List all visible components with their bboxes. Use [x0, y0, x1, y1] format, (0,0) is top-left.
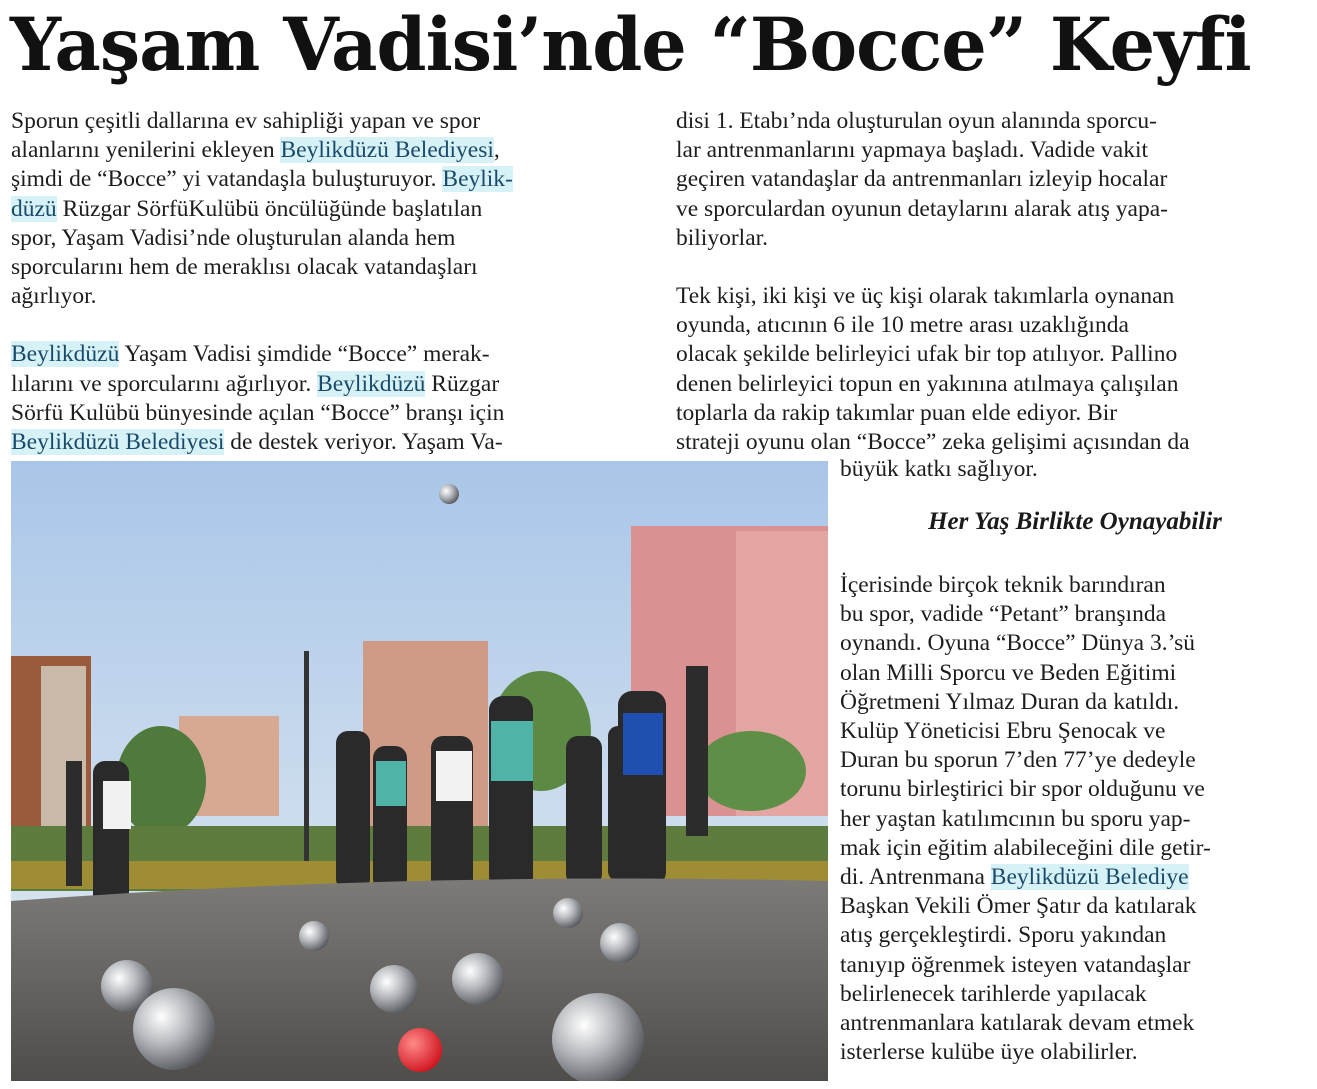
bocce-photo-illustration	[11, 461, 828, 1081]
article-column-right-tail	[840, 455, 1310, 484]
paragraph-gap	[676, 253, 1311, 282]
highlighted-term: Beylikdüzü Belediyesi	[280, 137, 494, 164]
article-line: İçerisinde birçok teknik barındıran	[840, 572, 1166, 598]
highlighted-term: Beylikdüzü Belediye	[990, 864, 1189, 891]
headline: Yaşam Vadisi’nde “Bocce” Keyfi	[10, 2, 1251, 88]
highlighted-term: düzü	[11, 195, 57, 222]
paragraph-gap	[11, 311, 631, 340]
article-line: Tek kişi, iki kişi ve üç kişi olarak takımlarla oynanan	[676, 283, 1175, 310]
article-line: her yaştan katılımcının bu sporu yap-	[840, 805, 1191, 832]
article-line: ağırlıyor.	[11, 283, 97, 310]
article-line: olacak şekilde belirleyici ufak bir top atılıyor. Pallino	[676, 341, 1178, 368]
article-line: denen belirleyici topun en yakınına atılmaya çalışılan	[676, 370, 1179, 397]
article-line: disi 1. Etabı’nda oluşturulan oyun alanında sporcu-	[676, 108, 1157, 134]
article-line: toplarla da rakip takımlar puan elde ediyor. Bir	[676, 399, 1118, 426]
highlighted-term: Beylikdüzü Belediyesi	[11, 429, 225, 456]
article-line: Başkan Vekili Ömer Şatır da katılarak	[840, 893, 1197, 920]
highlighted-term: Beylik-	[442, 166, 513, 193]
article-line: tanıyıp öğrenmek isteyen vatandaşlar	[840, 951, 1191, 978]
article-line: düzü Rüzgar SörfüKulübü öncülüğünde başlatılan	[11, 195, 483, 222]
article-line: lılarını ve sporcularını ağırlıyor. Beylikdüzü Rüzgar	[11, 370, 500, 397]
article-line: Öğretmeni Yılmaz Duran da katıldı.	[840, 688, 1180, 715]
article-line: Sörfü Kulübü bünyesinde açılan “Bocce” branşı için	[11, 399, 505, 426]
article-line: sporcularını hem de meraklısı olacak vatandaşları	[11, 254, 478, 281]
article-column-right-bottom	[840, 571, 1310, 1067]
article-line: bu spor, vadide “Petant” branşında	[840, 601, 1167, 628]
article-line: Duran bu sporun 7’den 77’ye dedeyle	[840, 747, 1196, 774]
article-line: Sporun çeşitli dallarına ev sahipliği yapan ve spor	[11, 108, 481, 134]
pallino-ball	[398, 1028, 442, 1072]
article-line: atış gerçekleştirdi. Sporu yakından	[840, 922, 1167, 949]
article-column-right-top	[676, 107, 1311, 457]
article-line: oynandı. Oyuna “Bocce” Dünya 3.’sü	[840, 630, 1196, 657]
article-line: Kulüp Yöneticisi Ebru Şenocak ve	[840, 718, 1166, 745]
article-column-left	[11, 107, 631, 457]
article-line: mak için eğitim alabileceğini dile getir-	[840, 834, 1211, 861]
article-line: biliyorlar.	[676, 224, 769, 251]
article-line: spor, Yaşam Vadisi’nde oluşturulan alanda hem	[11, 224, 456, 251]
highlighted-term: Beylikdüzü	[317, 370, 426, 397]
article-line: di. Antrenmana Beylikdüzü Belediye	[840, 864, 1189, 891]
article-line: lar antrenmanlarını yapmaya başladı. Vadide vakit	[676, 137, 1149, 164]
flying-ball	[439, 484, 459, 504]
article-line: torunu birleştirici bir spor olduğunu ve	[840, 776, 1205, 803]
article-line: antrenmanlara katılarak devam etmek	[840, 1010, 1195, 1037]
subheading: Her Yaş Birlikte Oynayabilir	[928, 508, 1222, 535]
article-line: alanlarını yenilerini ekleyen Beylikdüzü Belediyesi,	[11, 137, 500, 164]
article-line: strateji oyunu olan “Bocce” zeka gelişimi açısından da	[676, 429, 1190, 456]
article-line: şimdi de “Bocce” yi vatandaşla buluşturuyor. Beylik-	[11, 166, 513, 193]
article-line: oyunda, atıcının 6 ile 10 metre arası uzaklığında	[676, 312, 1129, 339]
article-line: olan Milli Sporcu ve Beden Eğitimi	[840, 659, 1177, 686]
article-line: ve sporculardan oyunun detaylarını alarak atış yapa-	[676, 195, 1168, 222]
article-line: Beylikdüzü Yaşam Vadisi şimdide “Bocce” merak-	[11, 341, 490, 368]
article-line: belirlenecek tarihlerde yapılacak	[840, 980, 1147, 1007]
article-line: büyük katkı sağlıyor.	[840, 456, 1038, 482]
highlighted-term: Beylikdüzü	[11, 341, 120, 368]
article-line: Beylikdüzü Belediyesi de destek veriyor. Yaşam Va-	[11, 429, 503, 456]
article-line: isterlerse kulübe üye olabilirler.	[840, 1039, 1138, 1066]
article-line: geçiren vatandaşlar da antrenmanları izleyip hocalar	[676, 166, 1168, 193]
bocce-photo	[11, 461, 828, 1081]
